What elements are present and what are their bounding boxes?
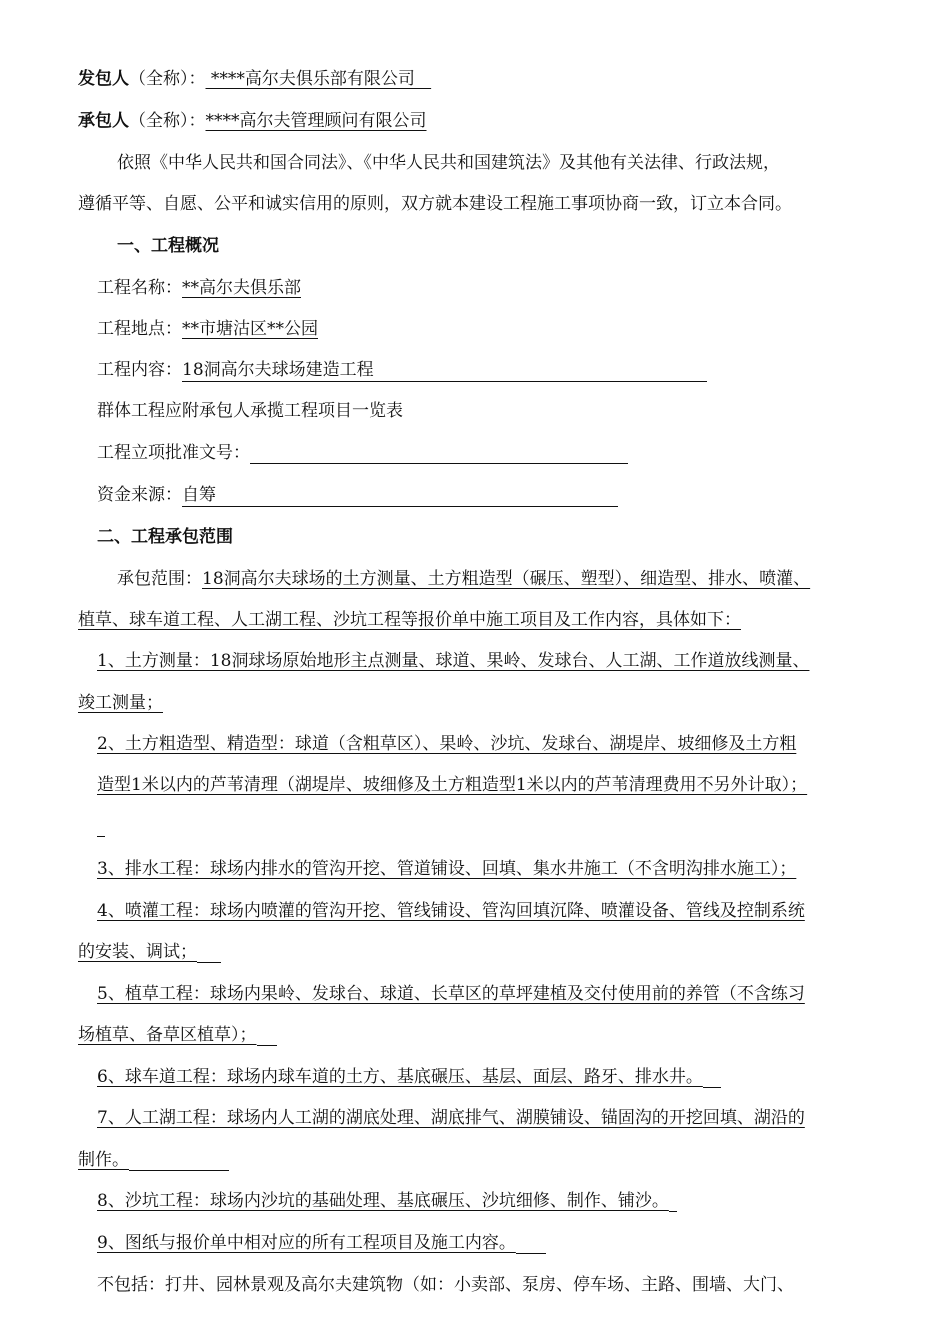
party-a-line (78, 68, 431, 90)
project-location-value: **市塘沽区**公园 (182, 319, 318, 339)
item-7-line-1: 7、人工湖工程：球场内人工湖的湖底处理、湖底排气、湖膜铺设、锚固沟的开挖回填、湖沿的 (97, 1108, 805, 1128)
item-2-blank (97, 820, 105, 837)
item-9-row (97, 1232, 546, 1254)
approval-blank (250, 447, 628, 464)
party-a-label: 发包人 (78, 69, 129, 89)
item-2-line-3 (97, 815, 105, 837)
item-8-row (97, 1190, 677, 1212)
scope-line-2: 植草、球车道工程、人工湖工程、沙坑工程等报价单中施工项目及工作内容，具体如下： (78, 610, 741, 630)
group-note: 群体工程应附承包人承揽工程项目一览表 (97, 401, 403, 421)
project-content-value: 18洞高尔夫球场建造工程 (182, 360, 374, 380)
party-b-qualifier: （全称）： (129, 111, 206, 131)
item-4-line-2: 的安装、调试； (78, 942, 197, 962)
project-name-value: **高尔夫俱乐部 (182, 278, 301, 298)
item-2-line-2: 造型1米以内的芦苇清理（湖堤岸、坡细修及土方粗造型1米以内的芦苇清理费用不另外计取）； (97, 775, 808, 795)
item-5-line-2-row (78, 1024, 277, 1046)
item-1-line-1: 1、土方测量：18洞球场原始地形主点测量、球道、果岭、发球台、人工湖、工作道放线测量、 (97, 651, 810, 671)
section-1-title: 一、工程概况 (117, 236, 219, 256)
scope-value: 18洞高尔夫球场的土方测量、土方粗造型（碾压、塑型）、细造型、排水、喷灌、 (202, 569, 811, 589)
project-location-label: 工程地点： (97, 319, 182, 339)
scope-line-1 (117, 568, 810, 590)
item-4-blank (197, 946, 221, 963)
exclusion-line: 不包括：打井、园林景观及高尔夫建筑物（如：小卖部、泵房、停车场、主路、围墙、大门、 (97, 1275, 794, 1295)
funding-value: 自筹 (182, 485, 216, 505)
item-8-blank (669, 1195, 677, 1212)
item-7-line-2-row (78, 1149, 229, 1171)
project-content-blank (182, 359, 707, 382)
item-9: 9、图纸与报价单中相对应的所有工程项目及施工内容。 (97, 1233, 516, 1253)
project-content-label: 工程内容： (97, 360, 182, 380)
approval-label: 工程立项批准文号： (97, 443, 250, 463)
project-name-row (97, 277, 301, 299)
funding-blank (182, 484, 618, 507)
party-b-label: 承包人 (78, 111, 129, 131)
item-2-line-1: 2、土方粗造型、精造型：球道（含粗草区）、果岭、沙坑、发球台、湖堤岸、坡细修及土方粗 (97, 734, 797, 754)
preamble-line-1: 依照《中华人民共和国合同法》、《中华人民共和国建筑法》及其他有关法律、行政法规， (117, 153, 780, 173)
project-name-label: 工程名称： (97, 278, 182, 298)
project-content-row (97, 359, 707, 382)
item-4-line-2-row (78, 941, 221, 963)
item-9-blank (516, 1237, 546, 1254)
approval-row (97, 442, 628, 464)
item-4-line-1: 4、喷灌工程：球场内喷灌的管沟开挖、管线铺设、管沟回填沉降、喷灌设备、管线及控制系统 (97, 901, 805, 921)
item-6-blank (703, 1071, 721, 1088)
party-b-line (78, 110, 427, 132)
preamble-line-2: 遵循平等、自愿、公平和诚实信用的原则，双方就本建设工程施工事项协商一致，订立本合同。 (78, 194, 792, 214)
party-a-value: ****高尔夫俱乐部有限公司 (205, 69, 432, 89)
scope-label: 承包范围： (117, 569, 202, 589)
item-5-line-1: 5、植草工程：球场内果岭、发球台、球道、长草区的草坪建植及交付使用前的养管（不含练习 (97, 984, 805, 1004)
item-6: 6、球车道工程：球场内球车道的土方、基底碾压、基层、面层、路牙、排水井。 (97, 1067, 703, 1087)
item-6-row (97, 1066, 721, 1088)
item-7-line-2: 制作。 (78, 1150, 129, 1170)
item-5-blank (257, 1029, 277, 1046)
project-location-row (97, 318, 318, 340)
item-3: 3、排水工程：球场内排水的管沟开挖、管道铺设、回填、集水井施工（不含明沟排水施工）； (97, 859, 797, 879)
item-1-line-2: 竣工测量； (78, 693, 163, 713)
party-a-qualifier: （全称）： (129, 69, 206, 89)
funding-label: 资金来源： (97, 485, 182, 505)
item-5-line-2: 场植草、备草区植草）； (78, 1025, 257, 1045)
party-b-value: ****高尔夫管理顾问有限公司 (205, 111, 427, 131)
item-7-blank (129, 1154, 229, 1171)
item-8: 8、沙坑工程：球场内沙坑的基础处理、基底碾压、沙坑细修、制作、铺沙。 (97, 1191, 669, 1211)
section-2-title: 二、工程承包范围 (97, 527, 233, 547)
funding-row (97, 484, 618, 507)
